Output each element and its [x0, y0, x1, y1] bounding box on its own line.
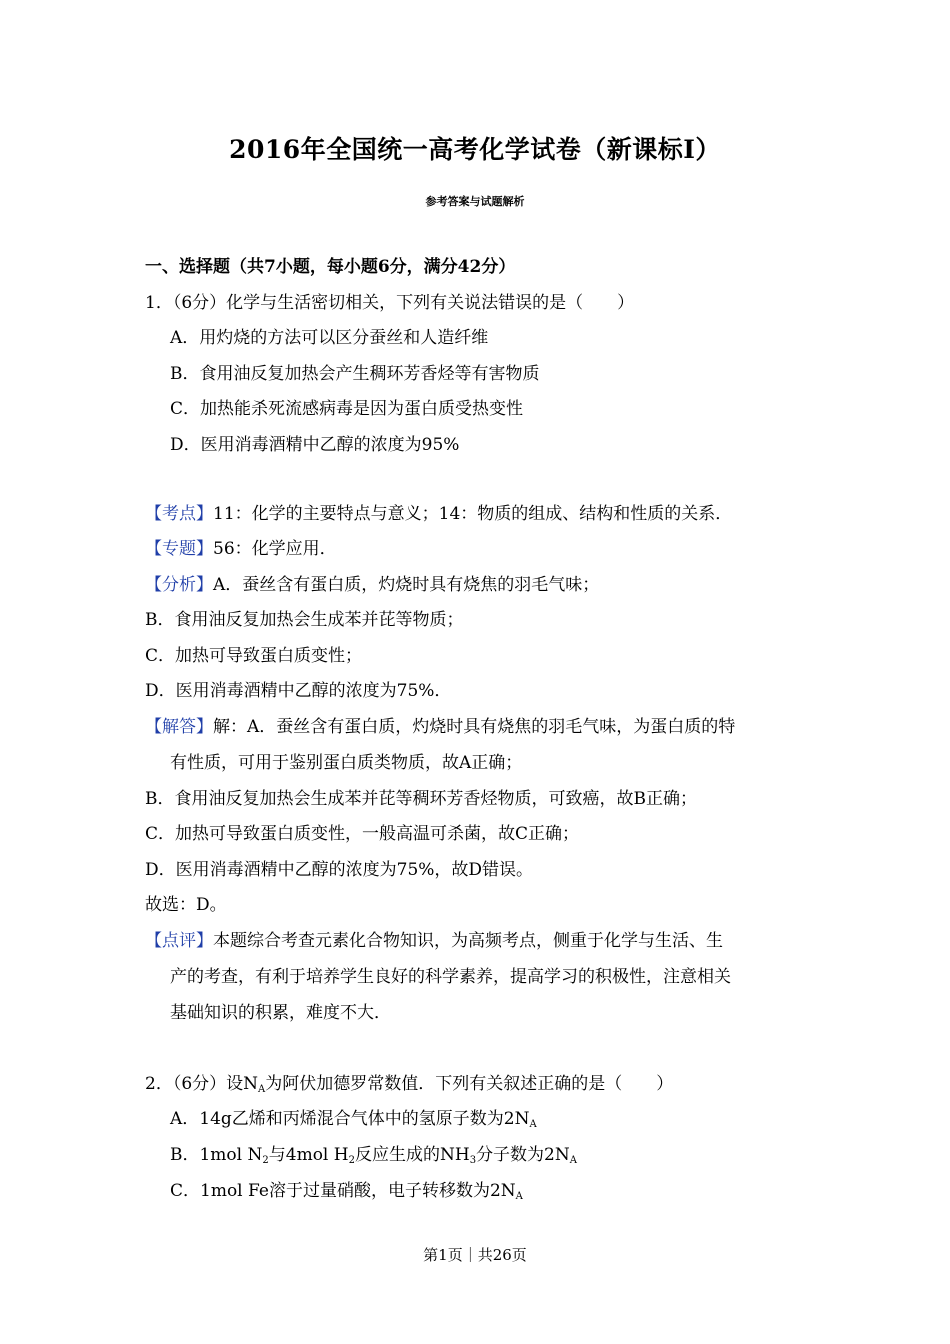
question-2-option-a: [170, 1108, 537, 1130]
page-title: 2016年全国统一高考化学试卷（新课标Ⅰ）: [229, 135, 721, 164]
fenxi-line: [145, 574, 599, 596]
kaodian-text: 11：化学的主要特点与意义；14：物质的组成、结构和性质的关系．: [213, 504, 733, 524]
question-2-stem: [145, 1073, 673, 1095]
jieda-text-5: D．医用消毒酒精中乙醇的浓度为75%，故D错误。: [145, 860, 534, 880]
q2-option-a-sub: A: [529, 1119, 537, 1130]
jieda-text-4: C．加热可导致蛋白质变性，一般高温可杀菌，故C正确；: [145, 824, 580, 844]
zhuanti-line: [145, 538, 337, 560]
fenxi-text-b: B．食用油反复加热会生成苯并芘等物质；: [145, 610, 464, 630]
dianping-text-3: 基础知识的积累，难度不大．: [170, 1003, 391, 1023]
jieda-line: [145, 716, 735, 738]
jieda-text-2: 有性质，可用于鉴别蛋白质类物质，故A正确；: [170, 753, 523, 773]
q2-stem-part2: 为阿伏加德罗常数值．下列有关叙述正确的是（ ）: [265, 1074, 674, 1094]
q2-option-c-sub: A: [515, 1191, 523, 1202]
q2-option-b-text4: 分子数为2N: [476, 1145, 570, 1165]
jieda-text-1: 解：A．蚕丝含有蛋白质，灼烧时具有烧焦的羽毛气味，为蛋白质的特: [213, 717, 736, 737]
question-2-option-b: [170, 1144, 577, 1166]
q2-option-a-text: A．14g乙烯和丙烯混合气体中的氢原子数为2N: [170, 1109, 530, 1129]
question-1-option-a: A．用灼烧的方法可以区分蚕丝和人造纤维: [170, 328, 489, 348]
question-1-stem: 1．（6分）化学与生活密切相关，下列有关说法错误的是（ ）: [145, 293, 635, 313]
page-footer: 第1页｜共26页: [423, 1246, 527, 1264]
dianping-text-2: 产的考查，有利于培养学生良好的科学素养，提高学习的积极性，注意相关: [170, 967, 731, 987]
zhuanti-text: 56：化学应用．: [213, 539, 337, 559]
q2-stem-part1: 2．（6分）设N: [145, 1074, 259, 1094]
zhuanti-tag: 【专题】: [145, 539, 213, 559]
q2-option-b-sub1: 2: [262, 1155, 269, 1166]
q2-option-b-text2: 与4mol H: [268, 1145, 349, 1165]
question-1-option-b: B．食用油反复加热会产生稠环芳香烃等有害物质: [170, 364, 540, 384]
q2-option-c-text: C．1mol Fe溶于过量硝酸，电子转移数为2N: [170, 1181, 516, 1201]
kaodian-tag: 【考点】: [145, 504, 213, 524]
answer-choice: 故选：D。: [145, 895, 227, 915]
fenxi-text-a: A．蚕丝含有蛋白质，灼烧时具有烧焦的羽毛气味；: [213, 575, 600, 595]
q2-option-b-text3: 反应生成的NH: [354, 1145, 470, 1165]
kaodian-line: [145, 503, 732, 525]
question-2-option-c: [170, 1180, 523, 1202]
q2-option-b-sub2: 2: [348, 1155, 355, 1166]
dianping-tag: 【点评】: [145, 931, 213, 951]
fenxi-tag: 【分析】: [145, 575, 213, 595]
dianping-text-1: 本题综合考查元素化合物知识，为高频考点，侧重于化学与生活、生: [213, 931, 723, 951]
q2-option-b-sub4: A: [569, 1155, 577, 1166]
fenxi-text-d: D．医用消毒酒精中乙醇的浓度为75%．: [145, 681, 452, 701]
question-1-option-c: C．加热能杀死流感病毒是因为蛋白质受热变性: [170, 399, 524, 419]
q2-option-b-sub3: 3: [469, 1155, 477, 1166]
q2-option-b-text1: B．1mol N: [170, 1145, 263, 1165]
q2-stem-sub: A: [258, 1084, 266, 1095]
page-subtitle: 参考答案与试题解析: [425, 195, 525, 208]
dianping-line: [145, 930, 723, 952]
question-1-option-d: D．医用消毒酒精中乙醇的浓度为95%: [170, 435, 460, 455]
fenxi-text-c: C．加热可导致蛋白质变性；: [145, 646, 363, 666]
jieda-text-3: B．食用油反复加热会生成苯并芘等稠环芳香烃物质，可致癌，故B正确；: [145, 789, 697, 809]
section-heading: 一、选择题（共7小题，每小题6分，满分42分）: [145, 257, 516, 277]
jieda-tag: 【解答】: [145, 717, 213, 737]
